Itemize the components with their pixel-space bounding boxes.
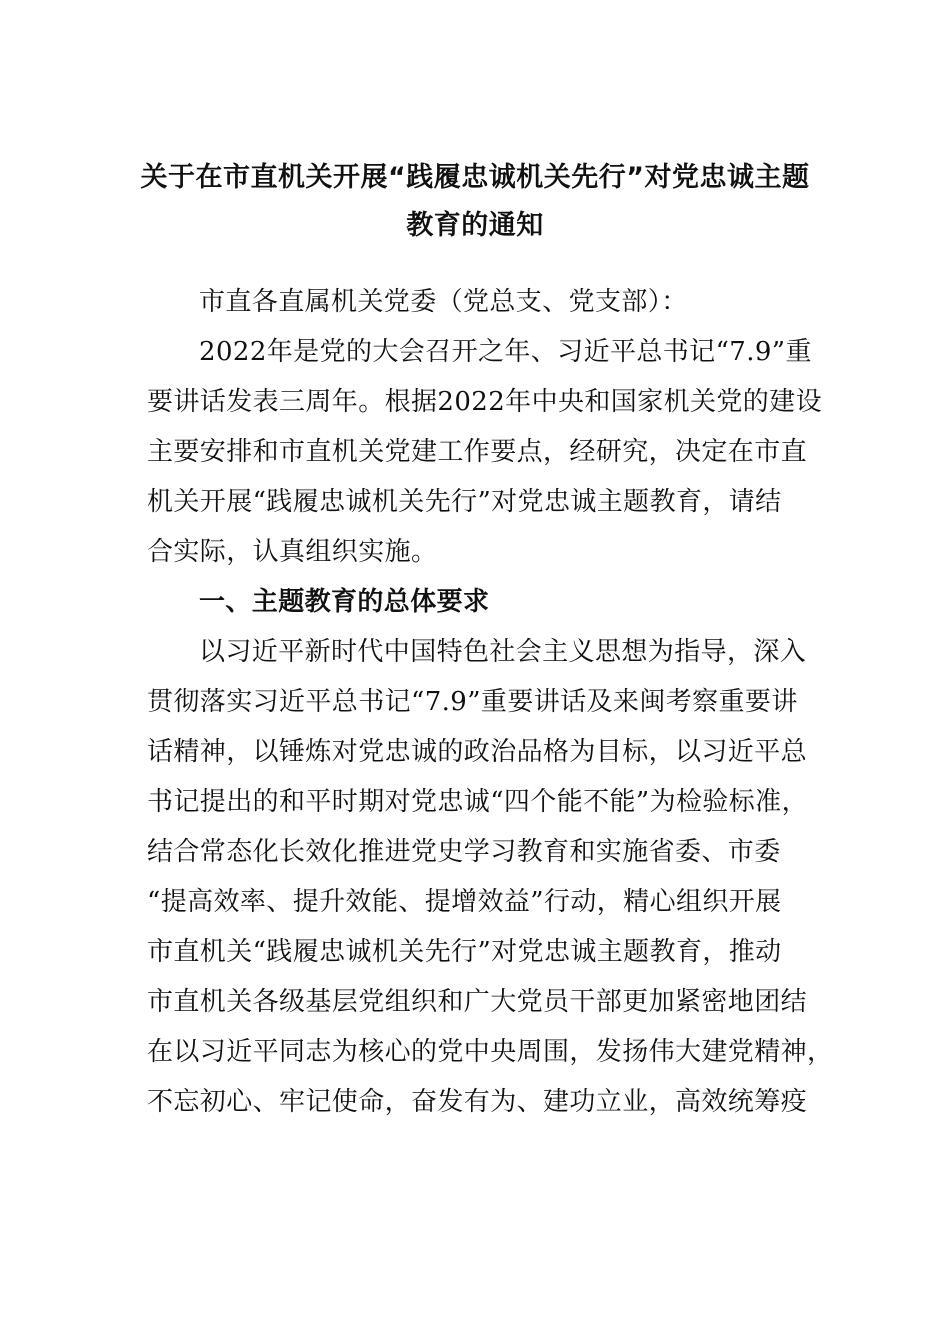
document-title-line-2: 教育的通知 (406, 210, 544, 241)
salutation: 市直各直属机关党委（党总支、党支部）： (199, 287, 688, 317)
paragraph-2-line: 以习近平新时代中国特色社会主义思想为指导，深入 (199, 637, 807, 667)
paragraph-2-line: 话精神，以锤炼对党忠诚的政治品格为目标，以习近平总 (147, 737, 808, 767)
paragraph-1-line: 机关开展“践履忠诚机关先行”对党忠诚主题教育，请结 (147, 487, 782, 517)
paragraph-2-line: 在以习近平同志为核心的党中央周围，发扬伟大建党精神， (147, 1037, 834, 1067)
paragraph-1-line: 2022年是党的大会召开之年、习近平总书记“7.9”重 (199, 337, 812, 367)
paragraph-2-line: 市直机关各级基层党组织和广大党员干部更加紧密地团结 (147, 987, 808, 1017)
paragraph-2-line: 市直机关“践履忠诚机关先行”对党忠诚主题教育，推动 (147, 937, 782, 967)
section-1-heading: 一、主题教育的总体要求 (199, 587, 490, 617)
paragraph-1-line: 合实际，认真组织实施。 (147, 537, 438, 567)
paragraph-2-line: “提高效率、提升效能、提增效益”行动，精心组织开展 (147, 887, 782, 917)
paragraph-2-line: 结合常态化长效化推进党史学习教育和实施省委、市委 (147, 837, 781, 867)
paragraph-1-line: 主要安排和市直机关党建工作要点，经研究，决定在市直 (147, 437, 808, 467)
paragraph-2-line: 贯彻落实习近平总书记“7.9”重要讲话及来闽考察重要讲 (147, 687, 798, 717)
paragraph-1-line: 要讲话发表三周年。根据2022年中央和国家机关党的建设 (147, 387, 822, 417)
document-title-line-1: 关于在市直机关开展“践履忠诚机关先行”对党忠诚主题 (140, 162, 810, 193)
paragraph-2-line: 书记提出的和平时期对党忠诚“四个能不能”为检验标准， (147, 787, 808, 817)
paragraph-2-line: 不忘初心、牢记使命，奋发有为、建功立业，高效统筹疫 (147, 1087, 808, 1117)
